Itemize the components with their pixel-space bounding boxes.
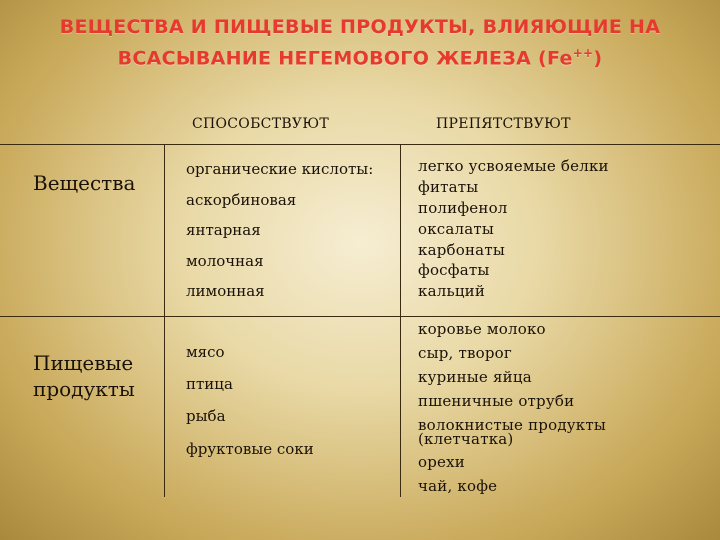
list-item: фитаты xyxy=(418,178,479,196)
row-label-foods xyxy=(33,350,135,402)
slide-title xyxy=(40,14,680,71)
list-item: птица xyxy=(186,375,233,393)
list-item: карбонаты xyxy=(418,241,505,259)
list-item: сыр, творог xyxy=(418,344,512,362)
list-item: молочная xyxy=(186,252,264,270)
row-label-substances: Вещества xyxy=(33,171,136,195)
list-item: рыба xyxy=(186,407,226,425)
list-item: оксалаты xyxy=(418,220,495,238)
list-item: чай, кофе xyxy=(418,477,498,495)
title-line-2: ВСАСЫВАНИЕ НЕГЕМОВОГО ЖЕЛЕЗА (Fe++) xyxy=(117,46,603,70)
list-item: янтарная xyxy=(186,221,261,239)
title-line-1: ВЕЩЕСТВА И ПИЩЕВЫЕ ПРОДУКТЫ, ВЛИЯЮЩИЕ НА xyxy=(59,16,661,38)
column-divider-left-top xyxy=(164,144,165,316)
list-item: фруктовые соки xyxy=(186,440,314,458)
list-item: коровье молоко xyxy=(418,320,546,338)
row-label-foods-line-1: Пищевые xyxy=(33,351,134,375)
list-item: куриные яйца xyxy=(418,368,532,386)
column-divider-left-bottom xyxy=(164,317,165,497)
list-item: кальций xyxy=(418,282,486,300)
list-item: волокнистые продукты xyxy=(418,416,606,434)
list-item: фосфаты xyxy=(418,261,490,279)
table-divider-top xyxy=(0,144,720,145)
list-item: орехи xyxy=(418,453,465,471)
column-divider-right-bottom xyxy=(400,317,401,497)
list-item: легко усвояемые белки xyxy=(418,157,609,175)
column-header-inhibit: ПРЕПЯТСТВУЮТ xyxy=(436,116,571,132)
column-header-promote: СПОСОБСТВУЮТ xyxy=(192,116,329,132)
row-label-foods-line-2: продукты xyxy=(33,377,135,401)
list-item: лимонная xyxy=(186,282,265,300)
list-item: пшеничные отруби xyxy=(418,392,575,410)
list-item: (клетчатка) xyxy=(418,430,514,448)
column-divider-right-top xyxy=(400,144,401,316)
list-item: полифенол xyxy=(418,199,508,217)
list-item: мясо xyxy=(186,343,225,361)
list-item: органические кислоты: xyxy=(186,160,374,178)
table-divider-middle xyxy=(0,316,720,317)
list-item: аскорбиновая xyxy=(186,191,297,209)
